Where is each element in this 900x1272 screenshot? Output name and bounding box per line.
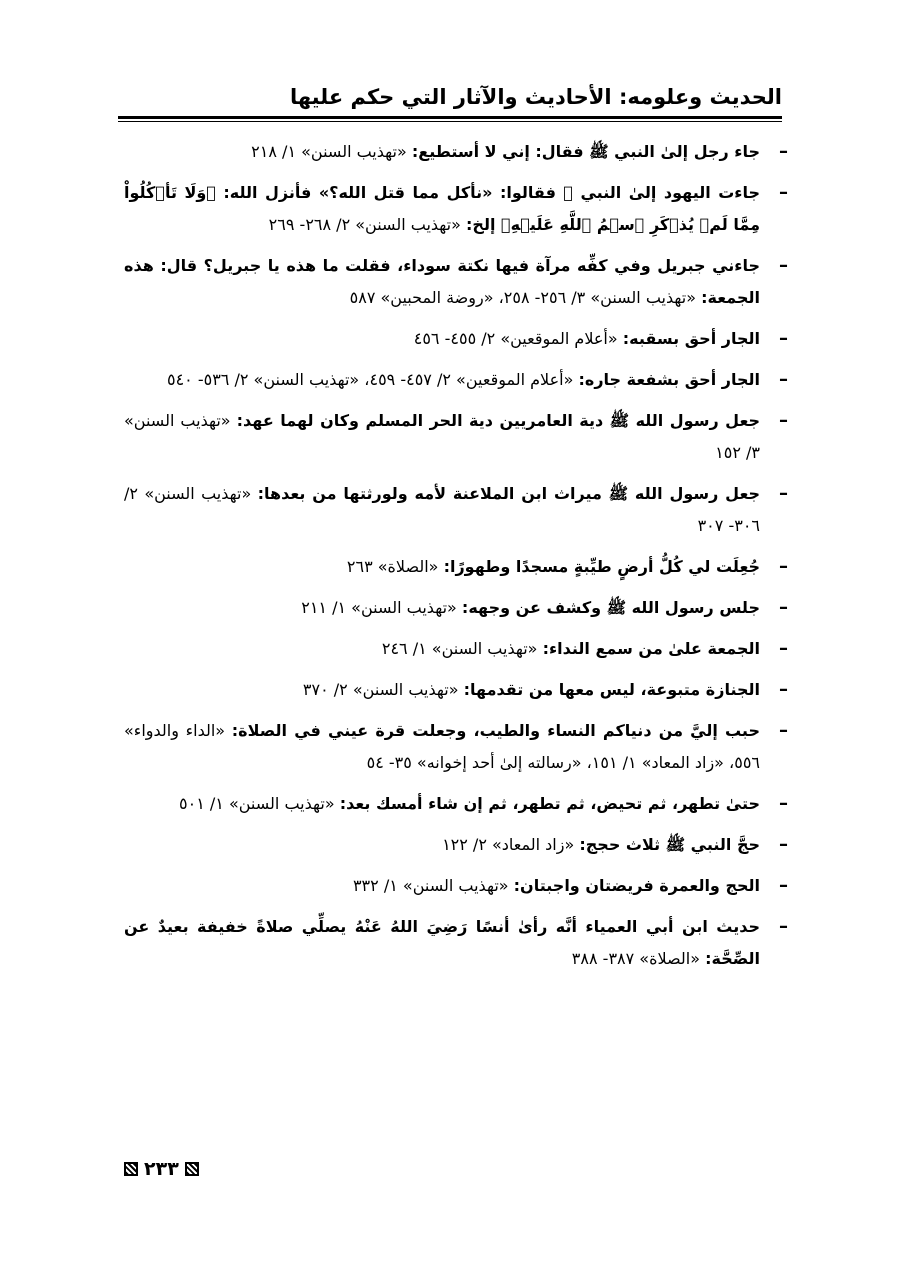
- entry-text: الحج والعمرة فريضتان واجبتان:: [513, 876, 760, 895]
- running-header-title: الحديث وعلومه: الأحاديث والآثار التي حكم عليها: [289, 85, 782, 109]
- entry-reference: «تهذيب السنن» ٢/ ٢٦٨- ٢٦٩: [268, 215, 461, 234]
- list-item: [124, 911, 788, 975]
- entry-body: [124, 674, 760, 706]
- entry-reference: «تهذيب السنن» ١/ ٢٤٦: [381, 639, 538, 658]
- list-item: [124, 177, 788, 241]
- dash-bullet: –: [779, 369, 788, 390]
- entry-text: جُعِلَت لي كُلُّ أرضٍ طيِّبةٍ مسجدًا وطهورًا:: [443, 557, 760, 576]
- page-number: ٢٣٣: [144, 1158, 179, 1180]
- entry-body: [124, 364, 760, 396]
- entry-body: [124, 177, 760, 241]
- list-item: [124, 323, 788, 355]
- entry-body: [124, 250, 760, 314]
- entry-text: جاء رجل إلىٰ النبي ﷺ فقال: إني لا أستطيع:: [411, 142, 760, 161]
- entry-body: [124, 633, 760, 665]
- list-item: [124, 592, 788, 624]
- entry-text: جعل رسول الله ﷺ ميراث ابن الملاعنة لأمه ولورثتها من بعدها:: [257, 484, 761, 503]
- entry-body: [124, 592, 760, 624]
- entry-text: حديث ابن أبي العمياء أنَّه رأىٰ أنسًا رَضِيَ اللهُ عَنْهُ يصلِّي صلاةً خفيفة بعيدٌ عن الصِّحَّة:: [124, 917, 760, 968]
- hadith-index-list: [124, 136, 788, 984]
- list-item: [124, 364, 788, 396]
- list-item: [124, 405, 788, 469]
- dash-bullet: –: [779, 916, 788, 937]
- list-item: [124, 478, 788, 542]
- entry-text: جعل رسول الله ﷺ دية العامريين دية الحر المسلم وكان لهما عهد:: [236, 411, 761, 430]
- list-item: [124, 633, 788, 665]
- entry-text: حجَّ النبي ﷺ ثلاث حجج:: [579, 835, 760, 854]
- page-header: [118, 80, 782, 120]
- entry-body: [124, 136, 760, 168]
- dash-bullet: –: [779, 793, 788, 814]
- entry-text: جلس رسول الله ﷺ وكشف عن وجهه:: [461, 598, 760, 617]
- dash-bullet: –: [779, 720, 788, 741]
- entry-text: جاءت اليهود إلىٰ النبي ﷺ فقالوا: «نأكل مما قتل الله؟» فأنزل الله: ﴿وَلَا تَأۡكُلُواْ مِمَّا لَمۡ يُذۡكَرِ ٱسۡمُ ٱللَّهِ عَلَيۡهِ﴾ إلخ:: [124, 183, 760, 234]
- entry-body: [124, 551, 760, 583]
- list-item: [124, 788, 788, 820]
- entry-text: جاءني جبريل وفي كفِّه مرآة فيها نكتة سوداء، فقلت ما هذه يا جبريل؟ قال: هذه الجمعة:: [124, 256, 760, 307]
- dash-bullet: –: [779, 556, 788, 577]
- entry-text: حتىٰ تطهر، ثم تحيض، ثم تطهر، ثم إن شاء أمسك بعد:: [339, 794, 760, 813]
- entry-reference: «تهذيب السنن» ١/ ٥٠١: [179, 794, 335, 813]
- entry-reference: «تهذيب السنن» ٢/ ٣٠٦- ٣٠٧: [124, 484, 760, 535]
- entry-reference: «تهذيب السنن» ١/ ٢١٨: [251, 142, 407, 161]
- entry-reference: «تهذيب السنن» ٣/ ١٥٢: [124, 411, 760, 462]
- entry-reference: «تهذيب السنن» ١/ ٢١١: [301, 598, 457, 617]
- list-item: [124, 715, 788, 779]
- entry-body: [124, 478, 760, 542]
- entry-reference: «الصلاة» ٣٨٧- ٣٨٨: [571, 949, 701, 968]
- dash-bullet: –: [779, 255, 788, 276]
- list-item: [124, 136, 788, 168]
- dash-bullet: –: [779, 328, 788, 349]
- dash-bullet: –: [779, 834, 788, 855]
- entry-text: الجمعة علىٰ من سمع النداء:: [542, 639, 760, 658]
- list-item: [124, 250, 788, 314]
- dash-bullet: –: [779, 182, 788, 203]
- dash-bullet: –: [779, 597, 788, 618]
- entry-reference: «تهذيب السنن» ٣/ ٢٥٦- ٢٥٨، «روضة المحبين» ٥٨٧: [349, 288, 697, 307]
- entry-reference: «تهذيب السنن» ١/ ٣٣٢: [352, 876, 509, 895]
- entry-body: [124, 911, 760, 975]
- dash-bullet: –: [779, 638, 788, 659]
- list-item: [124, 674, 788, 706]
- entry-text: الجنازة متبوعة، ليس معها من تقدمها:: [463, 680, 760, 699]
- ornament-left-icon: [124, 1162, 138, 1176]
- entry-body: [124, 829, 760, 861]
- entry-reference: «أعلام الموقعين» ٢/ ٤٥٧- ٤٥٩، «تهذيب السنن» ٢/ ٥٣٦- ٥٤٠: [166, 370, 574, 389]
- list-item: [124, 829, 788, 861]
- ornament-right-icon: [185, 1162, 199, 1176]
- dash-bullet: –: [779, 483, 788, 504]
- entry-reference: «زاد المعاد» ٢/ ١٢٢: [442, 835, 575, 854]
- list-item: [124, 870, 788, 902]
- page-footer: [124, 1154, 199, 1184]
- entry-text: الجار أحق بشفعة جاره:: [578, 370, 760, 389]
- entry-reference: «تهذيب السنن» ٢/ ٣٧٠: [302, 680, 459, 699]
- entry-reference: «الصلاة» ٢٦٣: [346, 557, 439, 576]
- dash-bullet: –: [779, 141, 788, 162]
- entry-body: [124, 715, 760, 779]
- entry-reference: «الداء والدواء» ٥٥٦، «زاد المعاد» ١/ ١٥١، «رسالته إلىٰ أحد إخوانه» ٣٥- ٥٤: [124, 721, 760, 772]
- entry-text: الجار أحق بسقبه:: [622, 329, 760, 348]
- dash-bullet: –: [779, 410, 788, 431]
- entry-reference: «أعلام الموقعين» ٢/ ٤٥٥- ٤٥٦: [413, 329, 618, 348]
- entry-text: حبب إليَّ من دنياكم النساء والطيب، وجعلت قرة عيني في الصلاة:: [231, 721, 760, 740]
- dash-bullet: –: [779, 679, 788, 700]
- dash-bullet: –: [779, 875, 788, 896]
- entry-body: [124, 870, 760, 902]
- entry-body: [124, 323, 760, 355]
- entry-body: [124, 788, 760, 820]
- header-rule-thin: [118, 121, 782, 122]
- header-rule-thick: [118, 116, 782, 119]
- list-item: [124, 551, 788, 583]
- entry-body: [124, 405, 760, 469]
